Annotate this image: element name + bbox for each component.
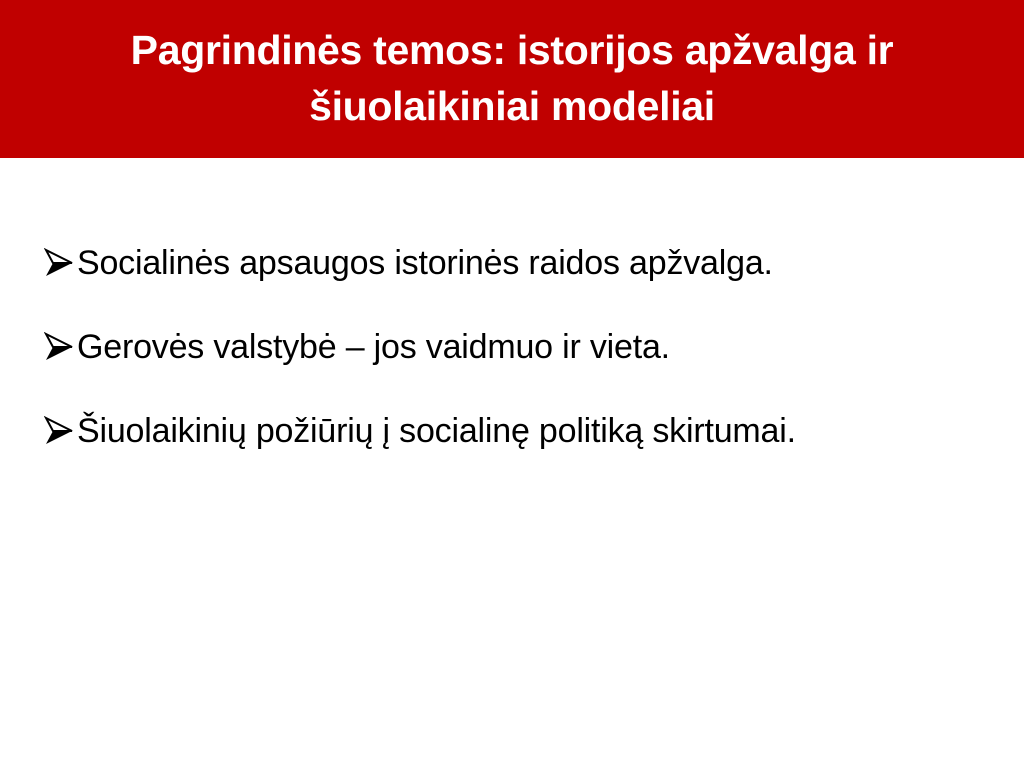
list-item bbox=[44, 316, 1004, 378]
arrowhead-bullet-icon bbox=[44, 332, 74, 362]
bullet-text: Gerovės valstybė – jos vaidmuo ir vieta. bbox=[77, 327, 670, 366]
bullet-text: Socialinės apsaugos istorinės raidos apžvalga. bbox=[77, 243, 773, 282]
list-item bbox=[44, 400, 1004, 462]
title-bar bbox=[0, 0, 1024, 158]
slide-title: Pagrindinės temos: istorijos apžvalga ir šiuolaikiniai modeliai bbox=[130, 27, 894, 129]
bullet-text: Šiuolaikinių požiūrių į socialinę politiką skirtumai. bbox=[77, 411, 796, 450]
list-item bbox=[44, 232, 1004, 294]
arrowhead-bullet-icon bbox=[44, 416, 74, 446]
bullet-list bbox=[44, 232, 1004, 484]
arrowhead-bullet-icon bbox=[44, 248, 74, 278]
